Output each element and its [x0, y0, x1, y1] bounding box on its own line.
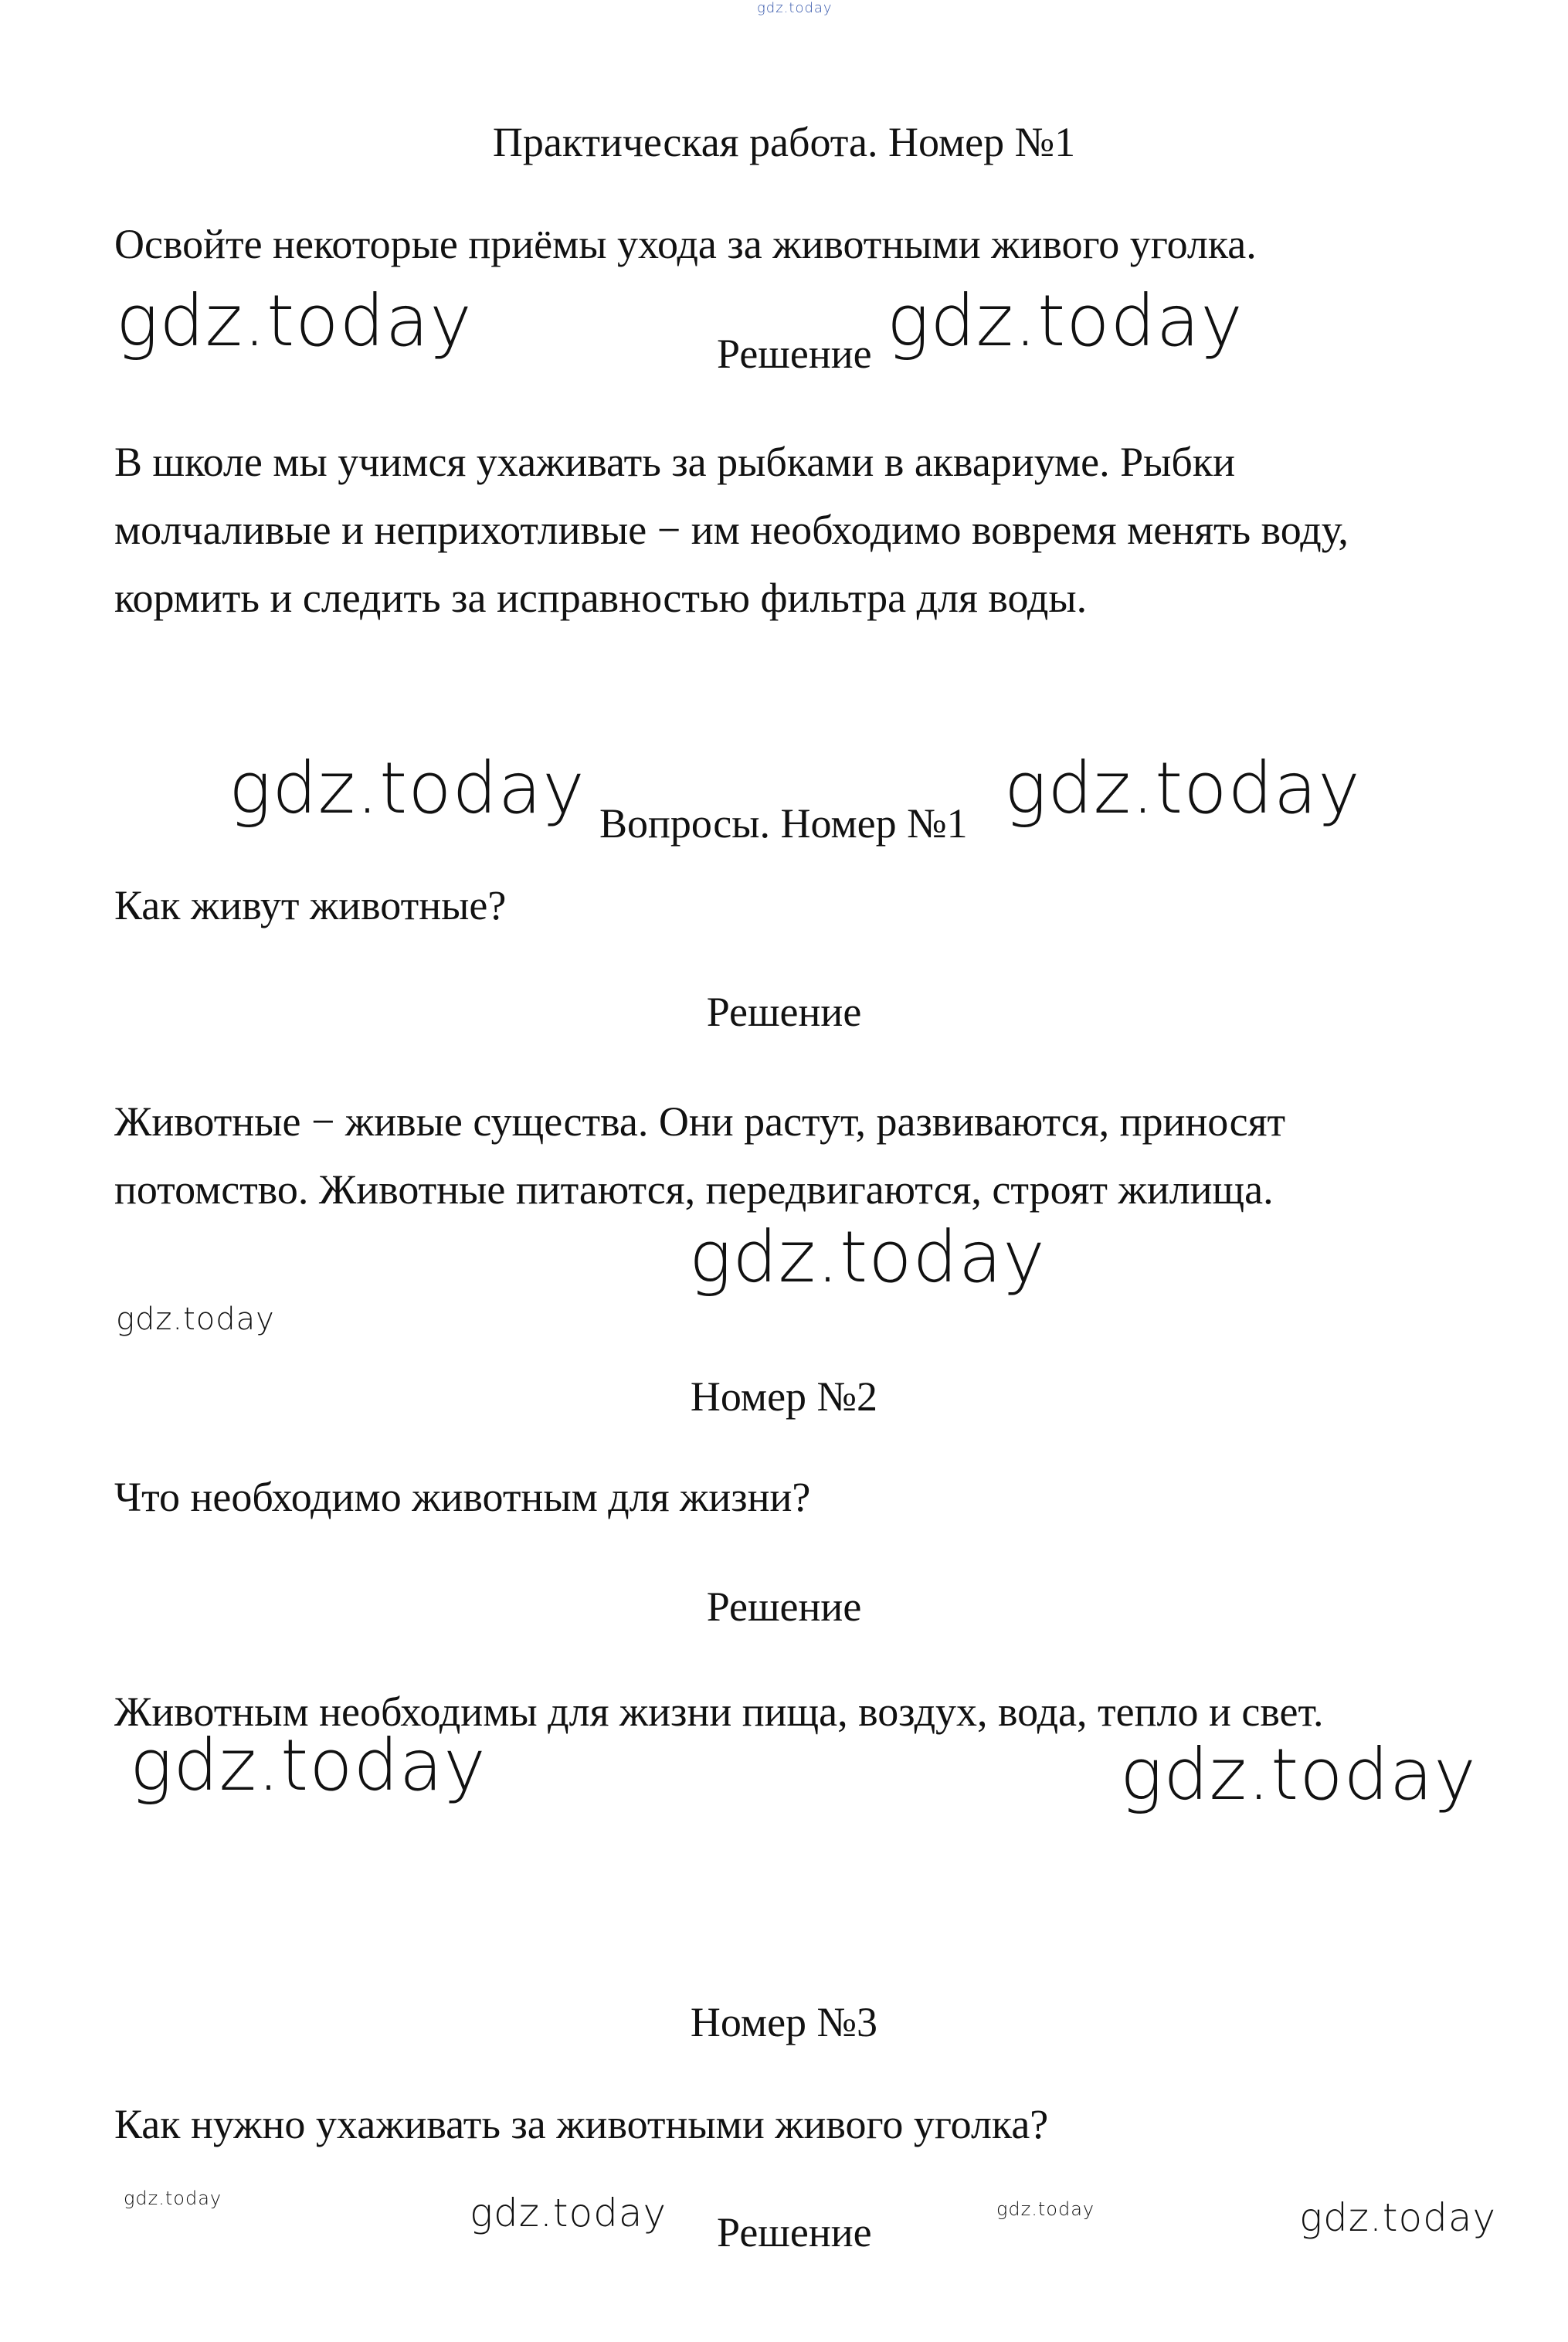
section2-answer-line-2: потомство. Животные питаются, передвигаются, строят жилища.: [114, 1166, 1274, 1213]
section2-answer: [114, 1088, 1285, 1224]
watermark-10: gdz.today: [470, 2191, 667, 2235]
watermark-6: gdz.today: [116, 1302, 275, 1337]
watermark-top: gdz.today: [757, 0, 833, 16]
section3-answer-line-1: Животным необходимы для жизни пища, воздух, вода, тепло и свет.: [114, 1689, 1324, 1735]
section1-answer-line-2: молчаливые и неприхотливые − им необходимо вовремя менять воду,: [114, 507, 1349, 553]
section2-title: Вопросы. Номер №1: [599, 800, 968, 847]
section2-question: Как живут животные?: [114, 882, 507, 928]
section4-question: Как нужно ухаживать за животными живого уголка?: [114, 2101, 1049, 2147]
watermark-9: gdz.today: [124, 2188, 222, 2209]
watermark-5: gdz.today: [689, 1216, 1046, 1298]
section3-title: Номер №2: [690, 1373, 878, 1420]
section3-question: Что необходимо животным для жизни?: [114, 1474, 811, 1520]
section1-solution-label: Решение: [717, 331, 872, 377]
watermark-11: gdz.today: [996, 2198, 1095, 2220]
watermark-12: gdz.today: [1299, 2195, 1497, 2240]
watermark-2: gdz.today: [887, 280, 1244, 362]
section2-solution-label: Решение: [706, 989, 862, 1035]
section2-answer-line-1: Животные − живые существа. Они растут, развиваются, приносят: [114, 1098, 1286, 1145]
section1-task: Освойте некоторые приёмы ухода за животными живого уголка.: [114, 221, 1257, 267]
section1-title: Практическая работа. Номер №1: [492, 119, 1076, 165]
watermark-1: gdz.today: [116, 280, 473, 362]
watermark-3: gdz.today: [229, 747, 585, 830]
section4-title: Номер №3: [690, 1999, 878, 2045]
section1-answer-line-1: В школе мы учимся ухаживать за рыбками в аквариуме. Рыбки: [114, 439, 1236, 485]
watermark-7: gdz.today: [130, 1724, 487, 1807]
watermark-8: gdz.today: [1120, 1733, 1477, 1816]
watermark-4: gdz.today: [1004, 747, 1361, 830]
section1-answer-line-3: кормить и следить за исправностью фильтра для воды.: [114, 575, 1088, 621]
section3-solution-label: Решение: [706, 1583, 862, 1630]
section4-solution-label: Решение: [717, 2209, 872, 2255]
section1-answer: [114, 428, 1349, 632]
